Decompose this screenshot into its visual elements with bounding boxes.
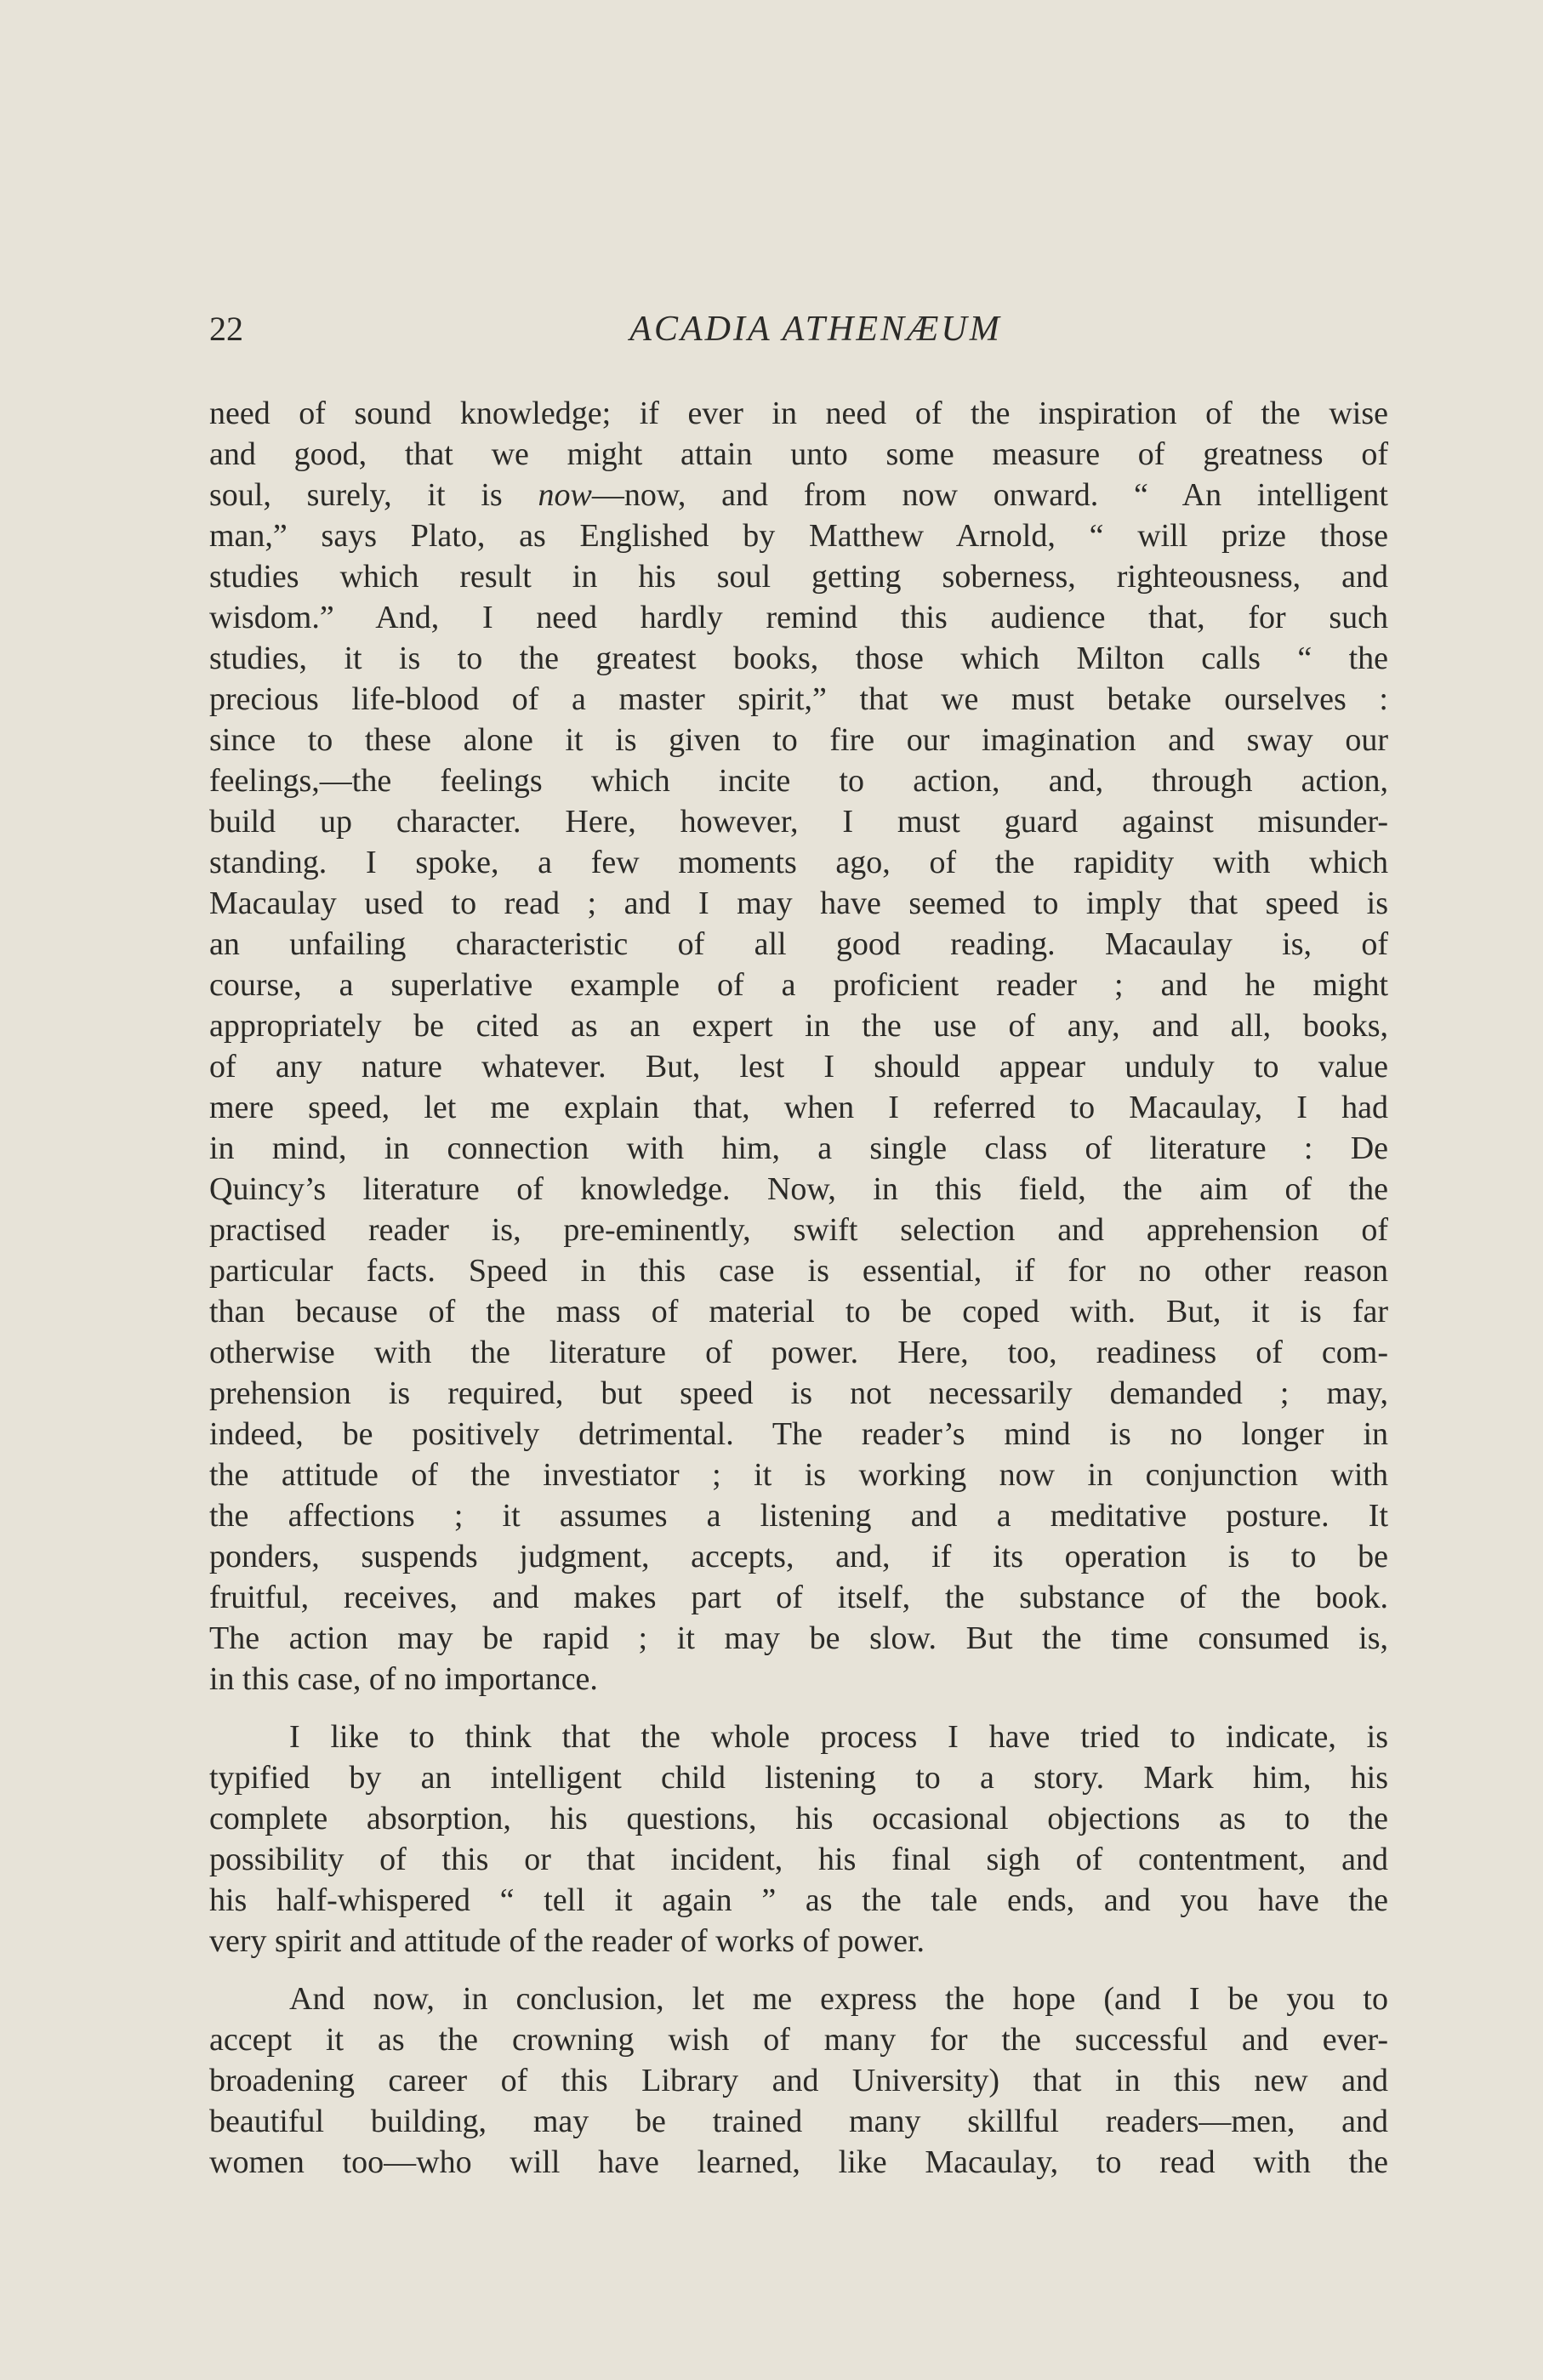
text-line: very spirit and attitude of the reader of works of power. (209, 1923, 925, 1959)
text-line: in this case, of no importance. (209, 1661, 598, 1697)
text-line: the affections ; it assumes a listening and a meditative posture. It (209, 1498, 1388, 1534)
text-line: feelings,—the feelings which incite to action, and, through action, (209, 763, 1388, 799)
paragraph-2 (209, 1717, 1388, 1962)
text-line: complete absorption, his questions, his occasional objections as to the (209, 1801, 1388, 1836)
text-line: his half-whispered “ tell it again ” as the tale ends, and you have the (209, 1882, 1388, 1918)
text-line: need of sound knowledge; if ever in need of the inspiration of the wise (209, 396, 1388, 431)
text-line: since to these alone it is given to fire our imagination and sway our (209, 722, 1388, 758)
text-line: fruitful, receives, and makes part of itself, the substance of the book. (209, 1580, 1388, 1615)
text-line: possibility of this or that incident, his final sigh of contentment, and (209, 1842, 1388, 1877)
text-line: standing. I spoke, a few moments ago, of the rapidity with which (209, 845, 1388, 880)
text-line: an unfailing characteristic of all good reading. Macaulay is, of (209, 926, 1388, 962)
text-line: build up character. Here, however, I must guard against misunder- (209, 804, 1388, 840)
text-line: beautiful building, may be trained many skillful readers—men, and (209, 2104, 1388, 2139)
text-line: course, a superlative example of a proficient reader ; and he might (209, 967, 1388, 1003)
journal-title: ACADIA ATHENÆUM (629, 310, 1002, 349)
text-line: accept it as the crowning wish of many for the successful and ever- (209, 2022, 1388, 2058)
text-line: studies which result in his soul getting soberness, righteousness, and (209, 559, 1388, 595)
emphasis-now: now (538, 477, 592, 513)
page-number: 22 (209, 310, 243, 348)
text-line: Macaulay used to read ; and I may have seemed to imply that speed is (209, 885, 1388, 921)
text-line: particular facts. Speed in this case is essential, if for no other reason (209, 1253, 1388, 1289)
running-head (209, 308, 1388, 359)
text-line: I like to think that the whole process I have tried to indicate, is (289, 1719, 1388, 1755)
text-line: wisdom.” And, I need hardly remind this audience that, for such (209, 600, 1388, 635)
text-line: women too—who will have learned, like Macaulay, to read with the (209, 2144, 1388, 2180)
text-line: prehension is required, but speed is not necessarily demanded ; may, (209, 1375, 1388, 1411)
text-line: indeed, be positively detrimental. The reader’s mind is no longer in (209, 1416, 1388, 1452)
text-line: broadening career of this Library and University) that in this new and (209, 2063, 1388, 2098)
text-line: in mind, in connection with him, a single class of literature : De (209, 1130, 1388, 1166)
text-line: appropriately be cited as an expert in the use of any, and all, books, (209, 1008, 1388, 1044)
text-line: than because of the mass of material to be coped with. But, it is far (209, 1294, 1388, 1329)
text-line: and good, that we might attain unto some measure of greatness of (209, 436, 1388, 472)
text-line: The action may be rapid ; it may be slow. But the time consumed is, (209, 1620, 1388, 1656)
text-line: typified by an intelligent child listening to a story. Mark him, his (209, 1760, 1388, 1796)
text-line: Quincy’s literature of knowledge. Now, in this field, the aim of the (209, 1171, 1388, 1207)
text-line: mere speed, let me explain that, when I referred to Macaulay, I had (209, 1090, 1388, 1125)
paragraph-1 (209, 393, 1388, 1700)
text-line: ponders, suspends judgment, accepts, and, if its operation is to be (209, 1539, 1388, 1574)
text-line: man,” says Plato, as Englished by Matthew Arnold, “ will prize those (209, 518, 1388, 554)
text-line: otherwise with the literature of power. Here, too, readiness of com- (209, 1335, 1388, 1370)
article-body (209, 393, 1388, 2183)
text-line: of any nature whatever. But, lest I should appear unduly to value (209, 1049, 1388, 1085)
text-line: the attitude of the investiator ; it is working now in conjunction with (209, 1457, 1388, 1493)
paragraph-3 (209, 1979, 1388, 2183)
text-line: practised reader is, pre-eminently, swift selection and apprehension of (209, 1212, 1388, 1248)
text-line: soul, surely, it is now—now, and from now onward. “ An intelligent (209, 477, 1388, 513)
text-line: studies, it is to the greatest books, those which Milton calls “ the (209, 641, 1388, 676)
text-line: And now, in conclusion, let me express the hope (and I be you to (289, 1981, 1388, 2017)
text-line: precious life-blood of a master spirit,” that we must betake ourselves : (209, 681, 1388, 717)
